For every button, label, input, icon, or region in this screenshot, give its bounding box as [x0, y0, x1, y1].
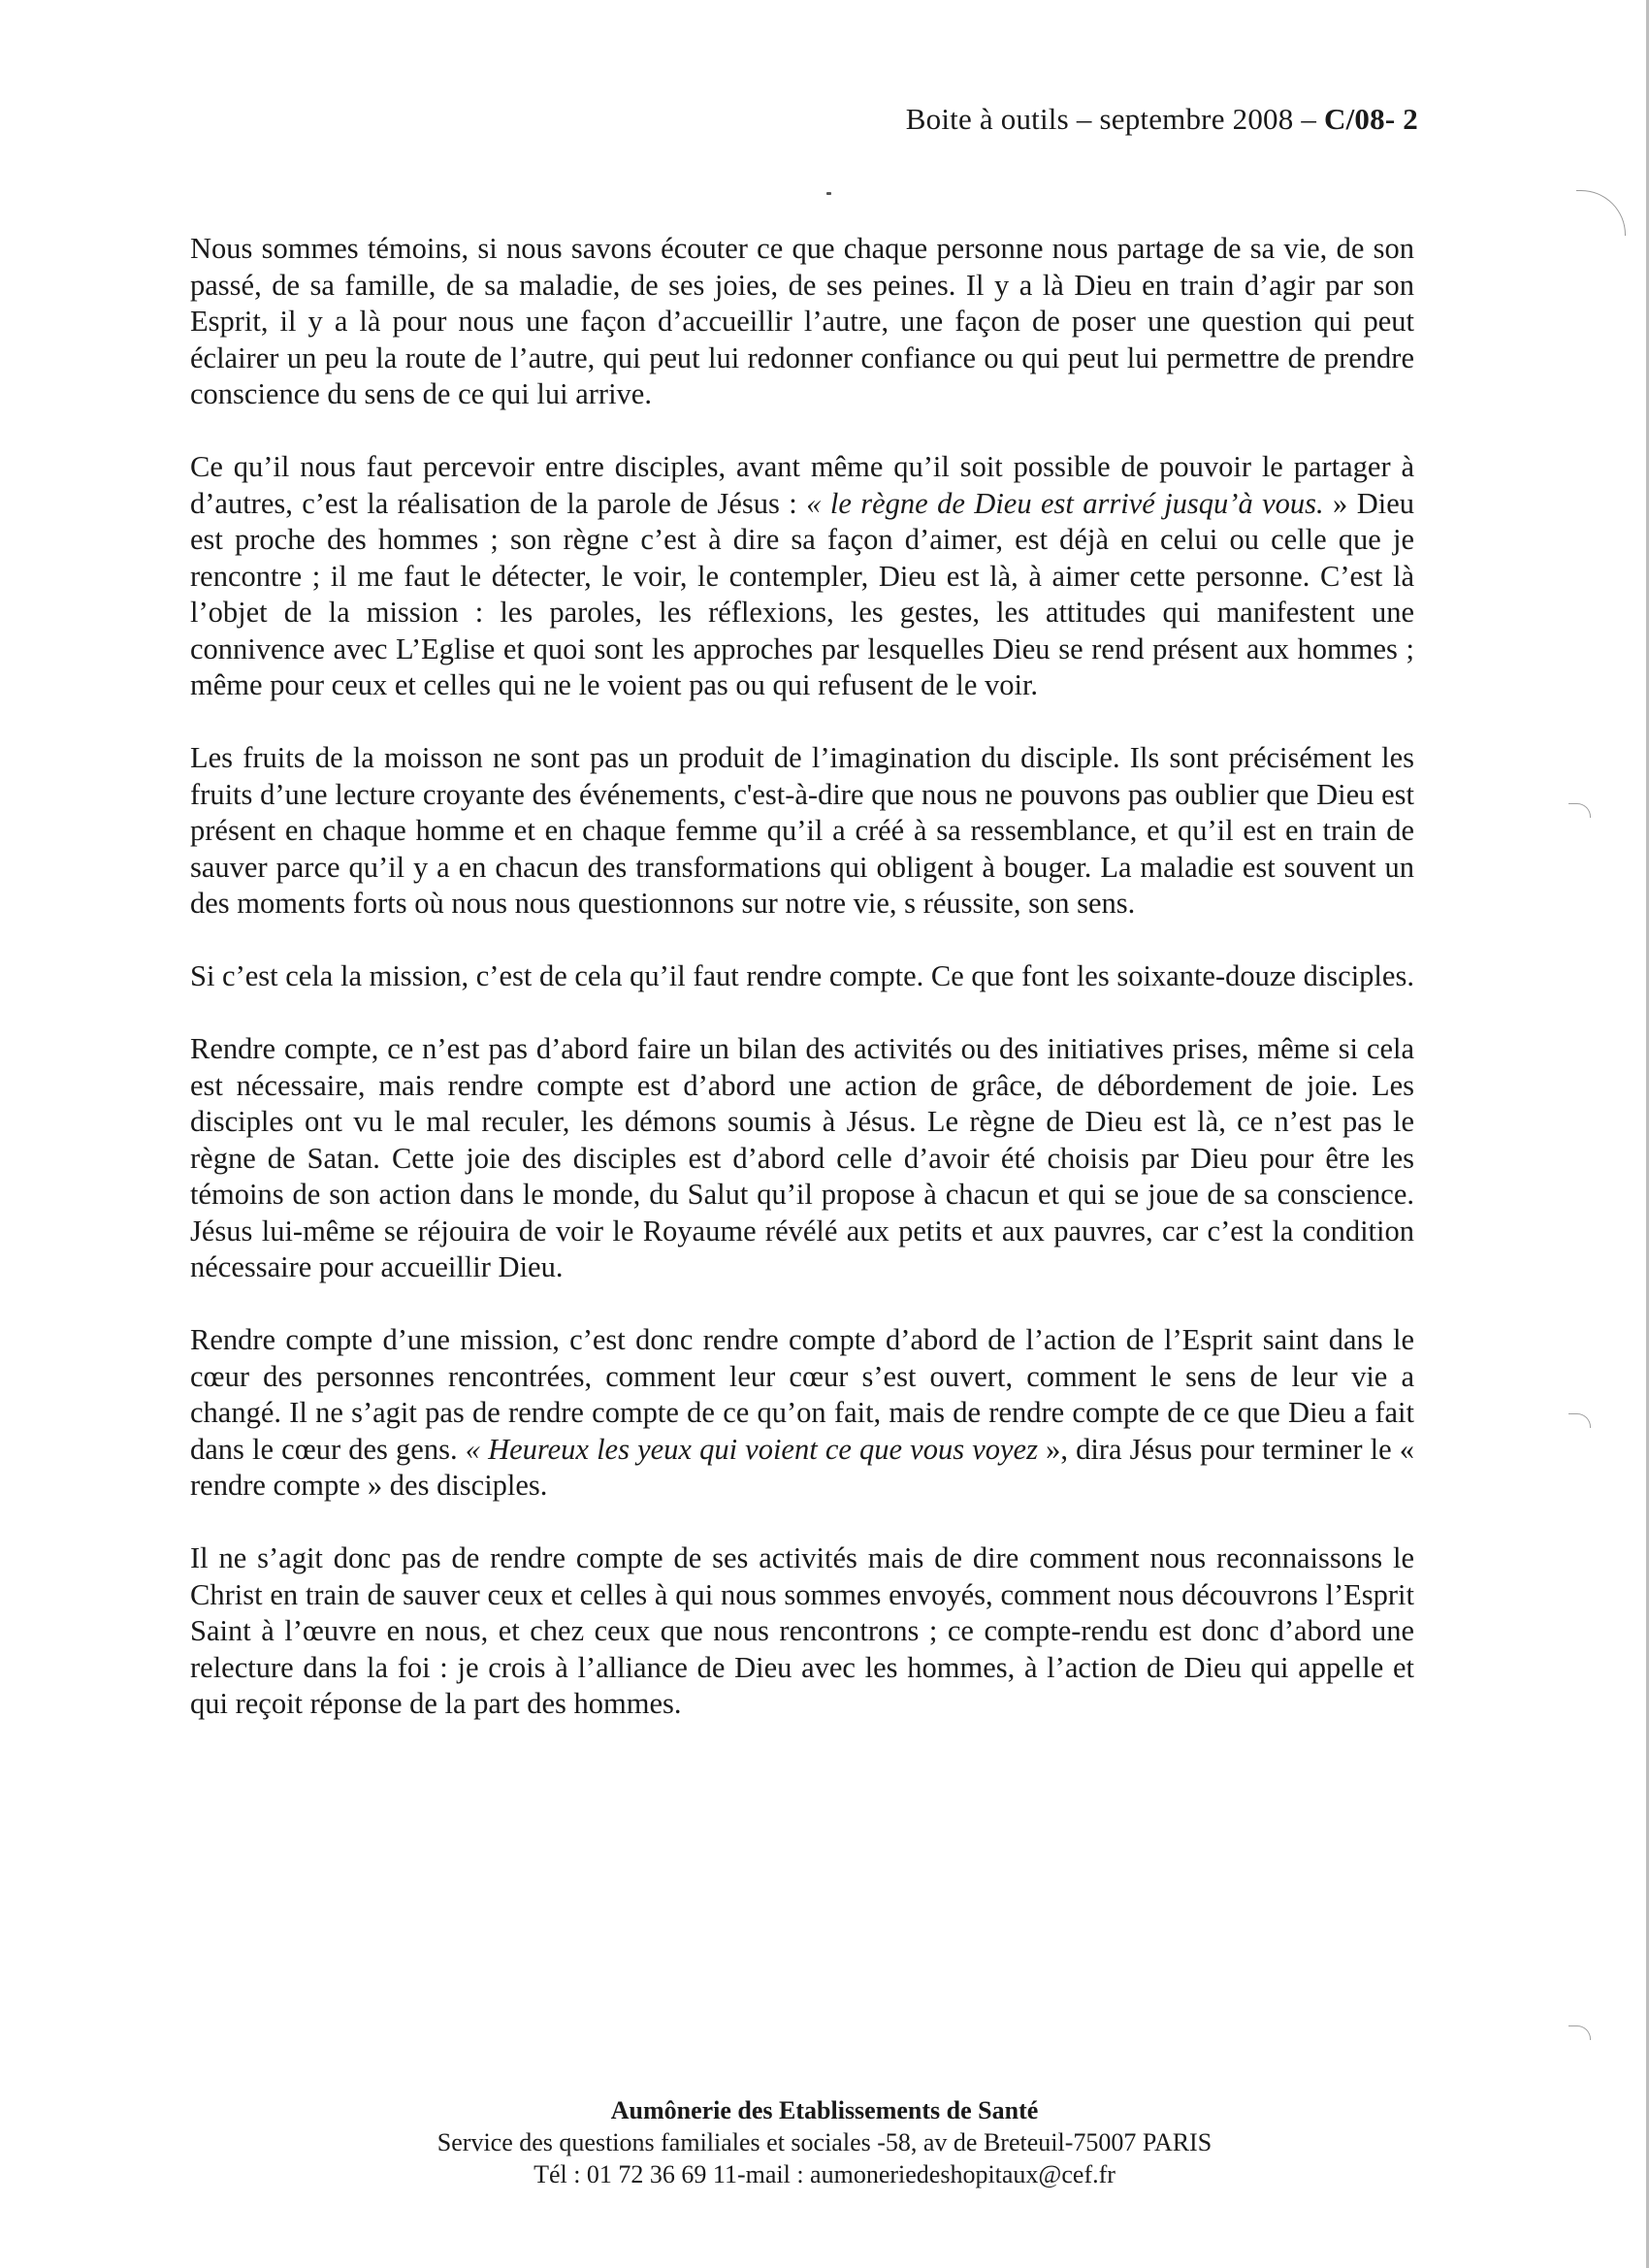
page-footer — [0, 2094, 1649, 2190]
scan-speck — [826, 192, 831, 195]
paragraph-percevoir-rest: » Dieu est proche des hommes ; son règne c’est à dire sa façon d’aimer, est déjà en celui ou celle que je rencontre ; il me faut le détecter, le voir, le contempler, Dieu est là, à aimer cette personne. C’est là l’objet de la mission : les paroles, les réflexions, les gestes, les attitudes qui manifestent une connivence avec L’Eglise et quoi sont les approches par lesquelles Dieu se rend présent aux hommes ; même pour ceux et celles qui ne le voient pas ou qui refusent de le voir. — [190, 486, 1415, 701]
page-header — [906, 102, 1418, 137]
paragraph-rendre-compte: Rendre compte, ce n’est pas d’abord faire un bilan des activités ou des initiatives prises, même si cela est nécessaire, mais rendre compte est d’abord une action de grâce, de débordement de joie. Les disciples ont vu le mal reculer, les démons soumis à Jésus. Le règne de Dieu est là, ce n’est pas le règne de Satan. Cette joie des disciples est d’abord celle d’avoir été choisis par Dieu pour être les témoins de son action dans le monde, du Salut qu’il propose à chacun et qui se joue de sa conscience. Jésus lui-même se réjouira de voir le Royaume révélé aux petits et aux pauvres, car c’est la condition nécessaire pour accueillir Dieu. — [190, 1032, 1414, 1283]
header-prefix: Boite à outils – septembre 2008 – — [905, 102, 1325, 136]
paragraph-mission-intro: Rendre compte d’une mission, c’est donc rendre compte d’abord de l’action de l’Esprit saint dans le cœur des personnes rencontrées, comment leur cœur s’est ouvert, comment le sens de leur vie a changé. Il ne s’agit pas de rendre compte de ce qu’on fait, mais de rendre compte de ce que Dieu a fait dans le cœur des gens. — [190, 1323, 1414, 1466]
binder-punch-hole-mark — [1576, 190, 1626, 236]
binder-margin-mark — [1568, 2025, 1591, 2040]
footer-service-address: Service des questions familiales et sociales -58, av de Breteuil-75007 PARIS — [436, 2128, 1212, 2156]
footer-contact: Tél : 01 72 36 69 11-mail : aumoneriedeshopitaux@cef.fr — [534, 2160, 1116, 2188]
paragraph-rendre-compte-mission — [190, 1322, 1414, 1505]
quote-regne-de-dieu: « le règne de Dieu est arrivé jusqu’à vous. — [806, 486, 1324, 520]
paragraph-activites: Il ne s’agit donc pas de rendre compte de ses activités mais de dire comment nous reconnaissons le Christ en train de sauver ceux et celles à qui nous sommes envoyés, comment nous découvrons l’Esprit Saint à l’œuvre en nous, et chez ceux que nous rencontrons ; ce compte-rendu est donc d’abord une relecture dans la foi : je crois à l’alliance de Dieu avec les hommes, à l’action de Dieu qui appelle et qui reçoit réponse de la part des hommes. — [190, 1541, 1414, 1720]
paragraph-temoins: Nous sommes témoins, si nous savons écouter ce que chaque personne nous partage de sa vie, de son passé, de sa famille, de sa maladie, de ses joies, de ses peines. Il y a là Dieu en train d’agir par son Esprit, il y a là pour nous une façon d’accueillir l’autre, une façon de poser une question qui peut éclairer un peu la route de l’autre, qui peut lui redonner confiance ou qui peut lui permettre de prendre conscience du sens de ce qui lui arrive. — [190, 232, 1414, 410]
paragraph-mission-rest: », dira Jésus pour terminer le « rendre compte » des disciples. — [190, 1432, 1414, 1502]
binder-margin-mark — [1568, 803, 1591, 818]
document-code: C/08- 2 — [1324, 102, 1418, 136]
paragraph-mission: Si c’est cela la mission, c’est de cela qu’il faut rendre compte. Ce que font les soixante-douze disciples. — [190, 959, 1414, 992]
paragraph-fruits-moisson: Les fruits de la moisson ne sont pas un produit de l’imagination du disciple. Ils sont précisément les fruits d’une lecture croyante des événements, c'est-à-dire que nous ne pouvons pas oublier que Dieu est présent en chaque homme et en chaque femme qu’il a créé à sa ressemblance, et qu’il est en train de sauver parce qu’il y a en chacun des transformations qui obligent à bouger. La maladie est souvent un des moments forts où nous nous questionnons sur notre vie, s réussite, son sens. — [190, 741, 1414, 920]
paragraph-percevoir-intro: Ce qu’il nous faut percevoir entre disciples, avant même qu’il soit possible de pouvoir le partager à d’autres, c’est la réalisation de la parole de Jésus : — [190, 450, 1414, 520]
document-body — [190, 231, 1414, 1759]
quote-heureux-les-yeux: « Heureux les yeux qui voient ce que vous voyez — [465, 1432, 1038, 1466]
binder-margin-mark — [1568, 1413, 1591, 1428]
paragraph-percevoir — [190, 449, 1414, 704]
footer-organization: Aumônerie des Etablissements de Santé — [610, 2096, 1039, 2124]
